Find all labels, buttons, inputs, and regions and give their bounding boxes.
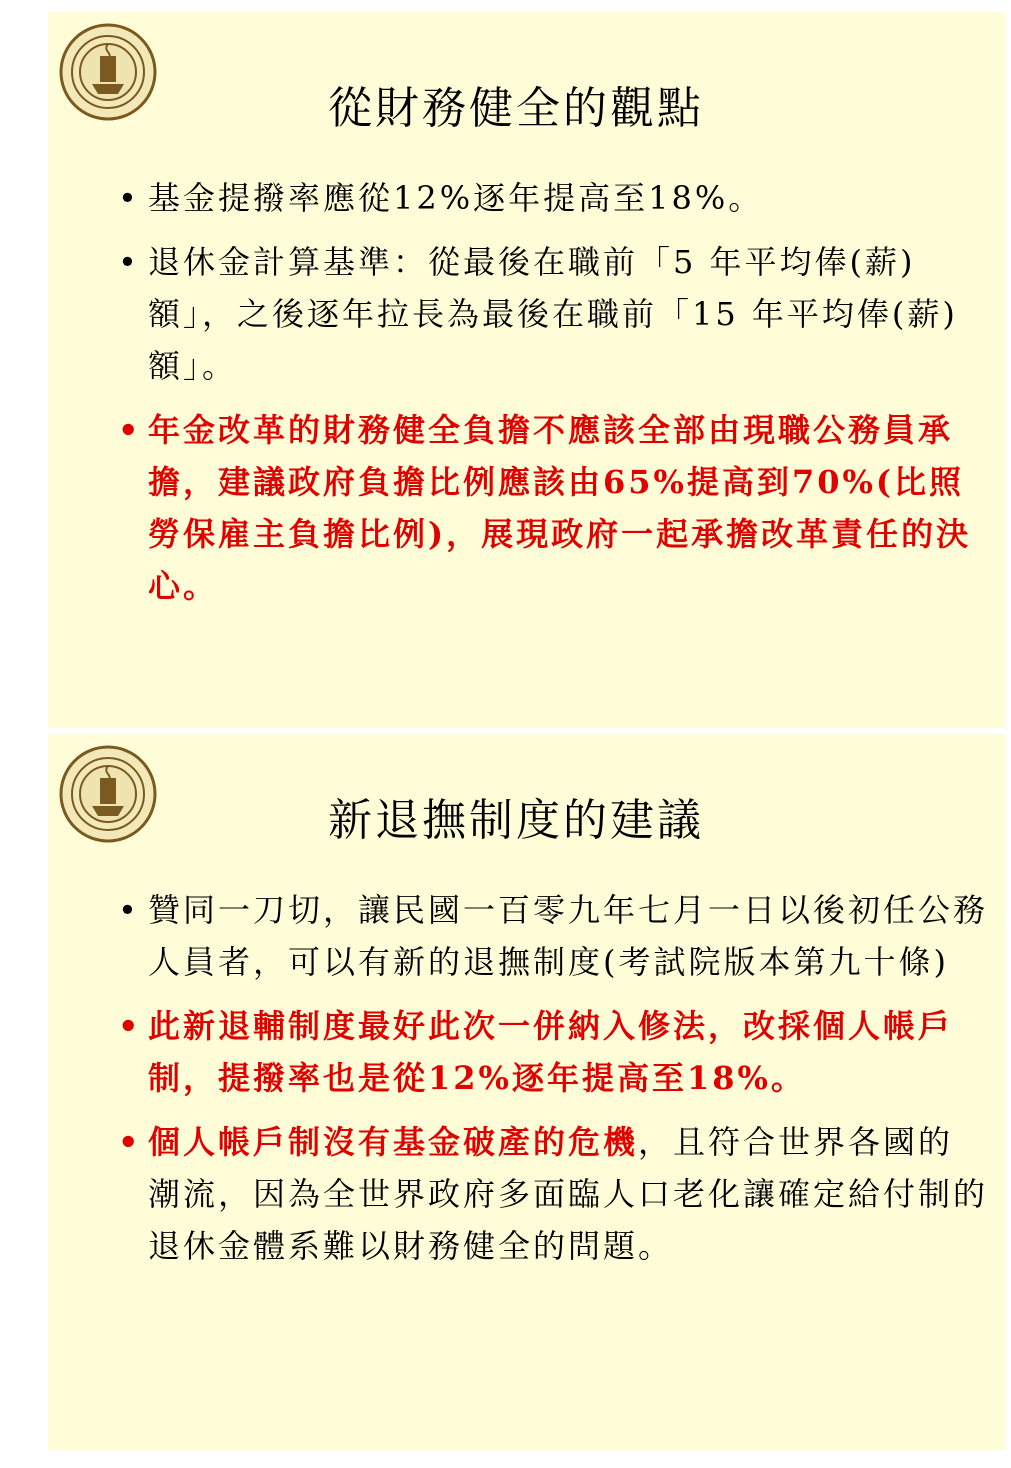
list-item bbox=[118, 1116, 988, 1272]
bullet-text: 基金提撥率應從12%逐年提高至18%。 bbox=[148, 179, 764, 217]
bullet-dot: • bbox=[118, 1007, 142, 1045]
list-item bbox=[118, 236, 988, 392]
list-item bbox=[118, 404, 988, 612]
bullet-dot: • bbox=[118, 243, 140, 281]
list-item bbox=[118, 172, 988, 224]
bullet-text: 此新退輔制度最好此次一併納入修法，改採個人帳戶制，提撥率也是從12%逐年提高至18%。 bbox=[148, 1007, 954, 1097]
bullet-dot: • bbox=[118, 179, 140, 217]
bullet-list bbox=[118, 172, 988, 624]
university-seal-icon bbox=[58, 22, 158, 122]
slide-financial-soundness bbox=[48, 12, 1005, 728]
bullet-dot: • bbox=[118, 411, 142, 449]
slide-new-pension-proposal bbox=[48, 734, 1005, 1450]
bullet-list bbox=[118, 884, 988, 1284]
bullet-text: 年金改革的財務健全負擔不應該全部由現職公務員承擔，建議政府負擔比例應該由65%提高到70%(比照勞保雇主負擔比例)，展現政府一起承擔改革責任的決心。 bbox=[148, 411, 972, 605]
bullet-text: 退休金計算基準：從最後在職前「5 年平均俸(薪)額」，之後逐年拉長為最後在職前「15 年平均俸(薪)額」。 bbox=[148, 243, 958, 385]
slide-title: 新退撫制度的建議 bbox=[328, 795, 704, 846]
bullet-text: 贊同一刀切，讓民國一百零九年七月一日以後初任公務人員者，可以有新的退撫制度(考試院版本第九十條) bbox=[148, 891, 989, 981]
bullet-dot: • bbox=[118, 1123, 142, 1161]
bullet-text-emphasis: 個人帳戶制沒有基金破產的危機 bbox=[148, 1123, 639, 1161]
slide-title: 從財務健全的觀點 bbox=[328, 83, 704, 134]
bullet-dot: • bbox=[118, 891, 140, 929]
bullet-text: ，且符合世界各國的潮流，因為全世界政府多面臨人口老化讓確定給付制的退休金體系難以財務健全的問題。 bbox=[148, 1123, 989, 1265]
list-item bbox=[118, 1000, 988, 1104]
list-item bbox=[118, 884, 988, 988]
university-seal-icon bbox=[58, 744, 158, 844]
